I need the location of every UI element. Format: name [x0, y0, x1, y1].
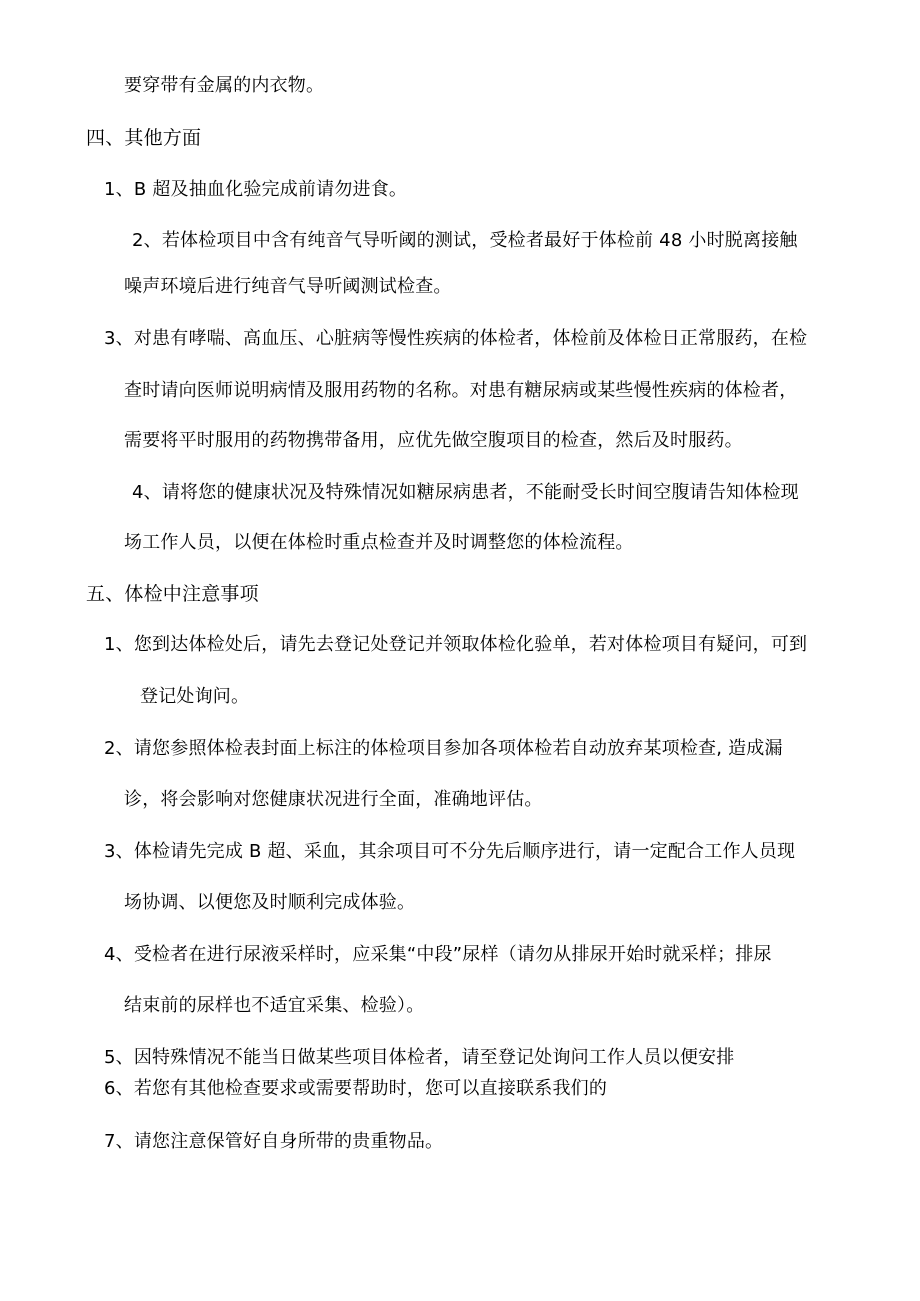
- section-heading: 五、体检中注意事项: [86, 583, 259, 605]
- list-item: 2、请您参照体检表封面上标注的体检项目参加各项体检若自动放弃某项检查, 造成漏: [104, 738, 783, 759]
- text-line: 结束前的尿样也不适宜采集、检验）。: [124, 995, 425, 1016]
- list-item: 4、受检者在进行尿液采样时，应采集“中段”尿样（请勿从排尿开始时就采样；排尿: [104, 944, 772, 965]
- list-item: 1、B 超及抽血化验完成前请勿进食。: [104, 179, 408, 200]
- text-line: 要穿带有金属的内衣物。: [124, 75, 325, 96]
- text-line: 需要将平时服用的药物携带备用，应优先做空腹项目的检查，然后及时服药。: [124, 430, 743, 451]
- text-line: 查时请向医师说明病情及服用药物的名称。对患有糖尿病或某些慢性疾病的体检者，: [124, 380, 798, 401]
- list-item: 4、请将您的健康状况及特殊情况如糖尿病患者，不能耐受长时间空腹请告知体检现: [132, 482, 799, 503]
- text-line: 登记处询问。: [140, 686, 250, 707]
- text-line: 场工作人员，以便在体检时重点检查并及时调整您的体检流程。: [124, 532, 634, 553]
- list-item: 2、若体检项目中含有纯音气导听阈的测试，受检者最好于体检前 48 小时脱离接触: [132, 230, 798, 251]
- list-item: 1、您到达体检处后，请先去登记处登记并领取体检化验单，若对体检项目有疑问，可到: [104, 634, 808, 655]
- list-item: 3、体检请先完成 B 超、采血，其余项目可不分先后顺序进行，请一定配合工作人员现: [104, 841, 796, 862]
- section-heading: 四、其他方面: [86, 127, 202, 149]
- text-line: 噪声环境后进行纯音气导听阈测试检查。: [124, 276, 452, 297]
- text-line: 诊，将会影响对您健康状况进行全面，准确地评估。: [124, 789, 543, 810]
- list-item: 7、请您注意保管好自身所带的贵重物品。: [104, 1131, 444, 1152]
- list-item: 5、因特殊情况不能当日做某些项目体检者，请至登记处询问工作人员以便安排: [104, 1047, 735, 1068]
- list-item: 3、对患有哮喘、高血压、心脏病等慢性疾病的体检者，体检前及体检日正常服药，在检: [104, 328, 808, 349]
- list-item: 6、若您有其他检查要求或需要帮助时，您可以直接联系我们的: [104, 1078, 608, 1099]
- text-line: 场协调、以便您及时顺利完成体验。: [124, 892, 416, 913]
